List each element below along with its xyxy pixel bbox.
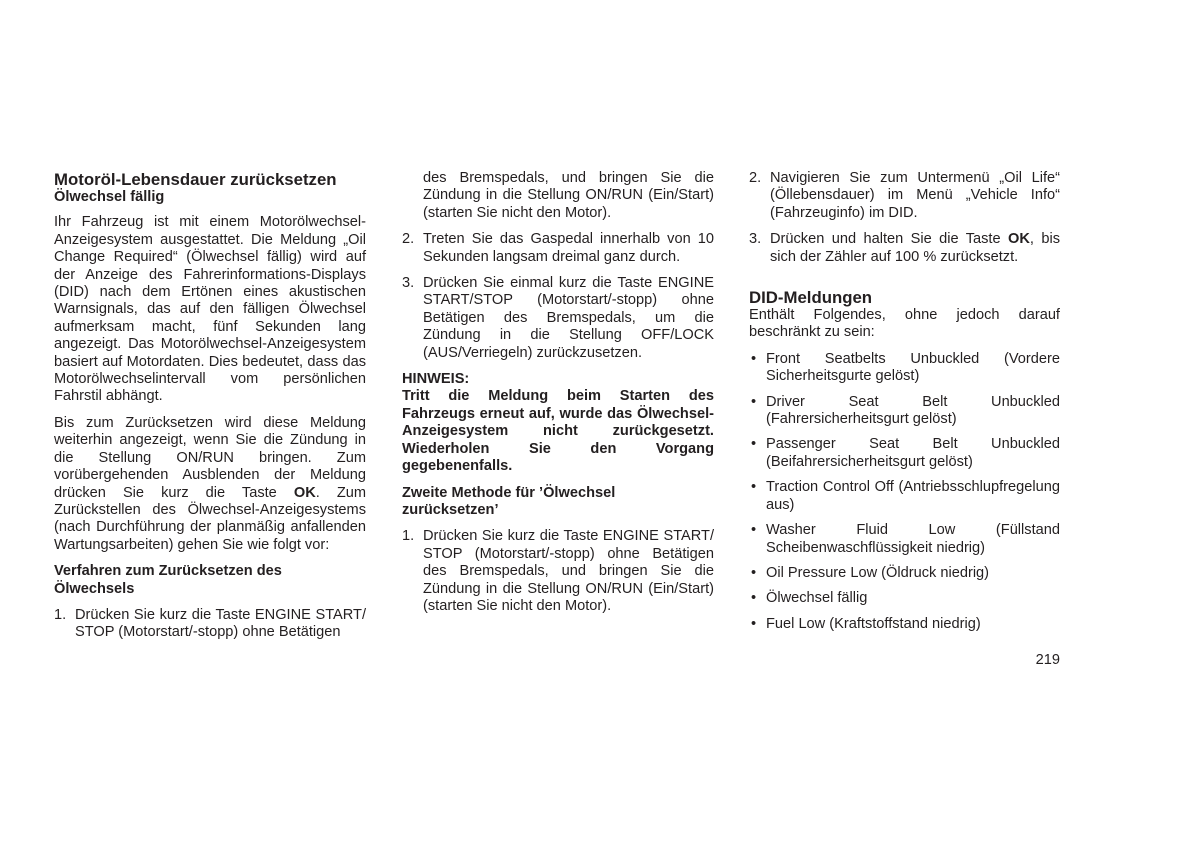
ok-key-label: OK [293,484,316,501]
procedure-steps-continued [402,231,714,362]
step-text [770,231,1060,264]
did-message-text: Passenger Seat Belt Unbuckled (Beifahrersicherheitsgurt gelöst) [766,436,1060,470]
method-2-step-3 [749,231,1060,266]
step-text: Treten Sie das Gaspedal innerhalb von 10 Sekunden langsam dreimal ganz durch. [423,231,714,265]
intro-paragraph: Ihr Fahrzeug ist mit einem Motorölwechsel-Anzeigesystem ausgestattet. Die Meldung „Oil Change Required“ (Ölwechsel fällig) wird auf der Anzeige des Fahrerinformations-Displays (DID) nach dem Ertönen eines akustischen Warnsignals, das auf den fälligen Ölwechsel aufmerksam macht, fünf Sekunden lang angezeigt. Das Motorölwechsel-Anzeigesystem basiert auf Motordaten. Dies bedeutet, dass das Motorölwechselintervall vom persönlichen Fahrstil abhängt. [54,214,366,405]
did-message-text: Oil Pressure Low (Öldruck niedrig) [766,564,990,581]
did-message-list [749,351,1060,633]
did-message-text: Front Seatbelts Unbuckled (Vordere Sicherheitsgurte gelöst) [766,350,1060,385]
did-message-text: Fuel Low (Kraftstoffstand niedrig) [766,615,981,632]
method-2-step-2 [749,170,1060,222]
bullet-icon: • [751,564,757,581]
step-number: 2. [749,170,762,186]
method-2-step-1 [402,528,714,615]
ok-key-label: OK [1008,231,1030,248]
did-message-item [749,436,1060,471]
step-number: 2. [402,231,415,248]
bullet-icon: • [751,436,757,453]
did-message-item [749,351,1060,386]
bullet-icon: • [751,522,757,539]
step-text: Drücken Sie einmal kurz die Taste ENGINE START/STOP (Motorstart/-stopp) ohne Betätigen des Bremspedals, um die Zündung in die Stellung OFF/LOCK (AUS/Verriegeln) zurückzusetzen. [423,275,714,361]
step-number: 3. [749,231,762,248]
did-message-item [749,590,1060,607]
step-text: Drücken Sie kurz die Taste ENGINE START/ STOP (Motorstart/-stopp) ohne Betätigen des Bremspedals, und bringen Sie die Zündung in die Stellung ON/RUN (Ein/Start) (starten Sie nicht den Motor). [423,528,714,614]
reset-paragraph [54,415,366,554]
did-message-item [749,522,1060,557]
column-3 [749,170,1060,641]
step-number: 3. [402,275,415,292]
method-2-steps-continued [749,170,1060,266]
column-2 [402,170,714,624]
did-message-text: Traction Control Off (Antriebsschlupfregelung aus) [766,479,1060,513]
did-message-text: Ölwechsel fällig [766,590,868,607]
note-heading: HINWEIS: [402,371,470,388]
section-title: Motoröl-Lebensdauer zurücksetzen [54,170,337,189]
procedure-heading: Verfahren zum Zurücksetzen des Ölwechsels [54,563,282,597]
did-intro: Enthält Folgendes, ohne jedoch darauf beschränkt zu sein: [749,307,1060,341]
step-1-continued: des Bremspedals, und bringen Sie die Zündung in die Stellung ON/RUN (Ein/Start) (starten Sie nicht den Motor). [423,170,714,221]
did-message-item [749,394,1060,429]
procedure-step-3 [402,275,714,362]
step-text: Navigieren Sie zum Untermenü „Oil Life“ (Öllebensdauer) im Menü „Vehicle Info“ (Fahrzeuginfo) im DID. [770,170,1060,221]
bullet-icon: • [751,615,757,632]
procedure-step-1 [54,607,366,642]
step-text: Drücken Sie kurz die Taste ENGINE START/ STOP (Motorstart/-stopp) ohne Betätigen [75,606,366,641]
did-message-text: Driver Seat Belt Unbuckled (Fahrersicherheitsgurt gelöst) [766,393,1060,428]
bullet-icon: • [751,590,757,607]
did-message-item [749,565,1060,582]
method-2-steps [402,528,714,615]
did-message-item [749,479,1060,514]
bullet-icon: • [751,350,757,367]
step-text-a: Drücken und halten Sie die Taste [770,231,1009,248]
bullet-icon: • [751,393,757,410]
procedure-steps [54,607,366,642]
bullet-icon: • [751,479,757,496]
section-subtitle: Ölwechsel fällig [54,189,165,205]
did-message-item [749,616,1060,633]
did-messages-title: DID-Meldungen [749,288,873,308]
column-1 [54,170,366,651]
reset-paragraph-text-b: . Zum Zurückstellen des Ölwechsel-Anzeigesystems (nach Durchführung der planmäßig anfallenden Wartungsarbeiten) gehen Sie wie folgt vor: [54,484,367,553]
reset-paragraph-text-a: Bis zum Zurücksetzen wird diese Meldung weiterhin angezeigt, wenn Sie die Zündung in die Stellung ON/RUN bringen. Zum vorübergehenden Ausblenden der Meldung drücken Sie kurz die Taste [54,414,366,501]
did-message-text: Washer Fluid Low (Füllstand Scheibenwaschflüssigkeit niedrig) [766,522,1060,556]
procedure-step-2 [402,231,714,266]
method-2-heading: Zweite Methode für ’Ölwechsel zurücksetzen’ [402,484,616,518]
note-text: Tritt die Meldung beim Starten des Fahrzeugs erneut auf, wurde das Ölwechsel-Anzeigesystem nicht zurückgesetzt. Wiederholen Sie den Vorgang gegebenenfalls. [402,388,714,475]
step-text-b: , bis sich der Zähler auf 100 % zurücksetzt. [770,231,1061,265]
step-number: 1. [402,528,415,545]
page-number: 219 [1035,652,1060,668]
step-number: 1. [54,606,67,623]
